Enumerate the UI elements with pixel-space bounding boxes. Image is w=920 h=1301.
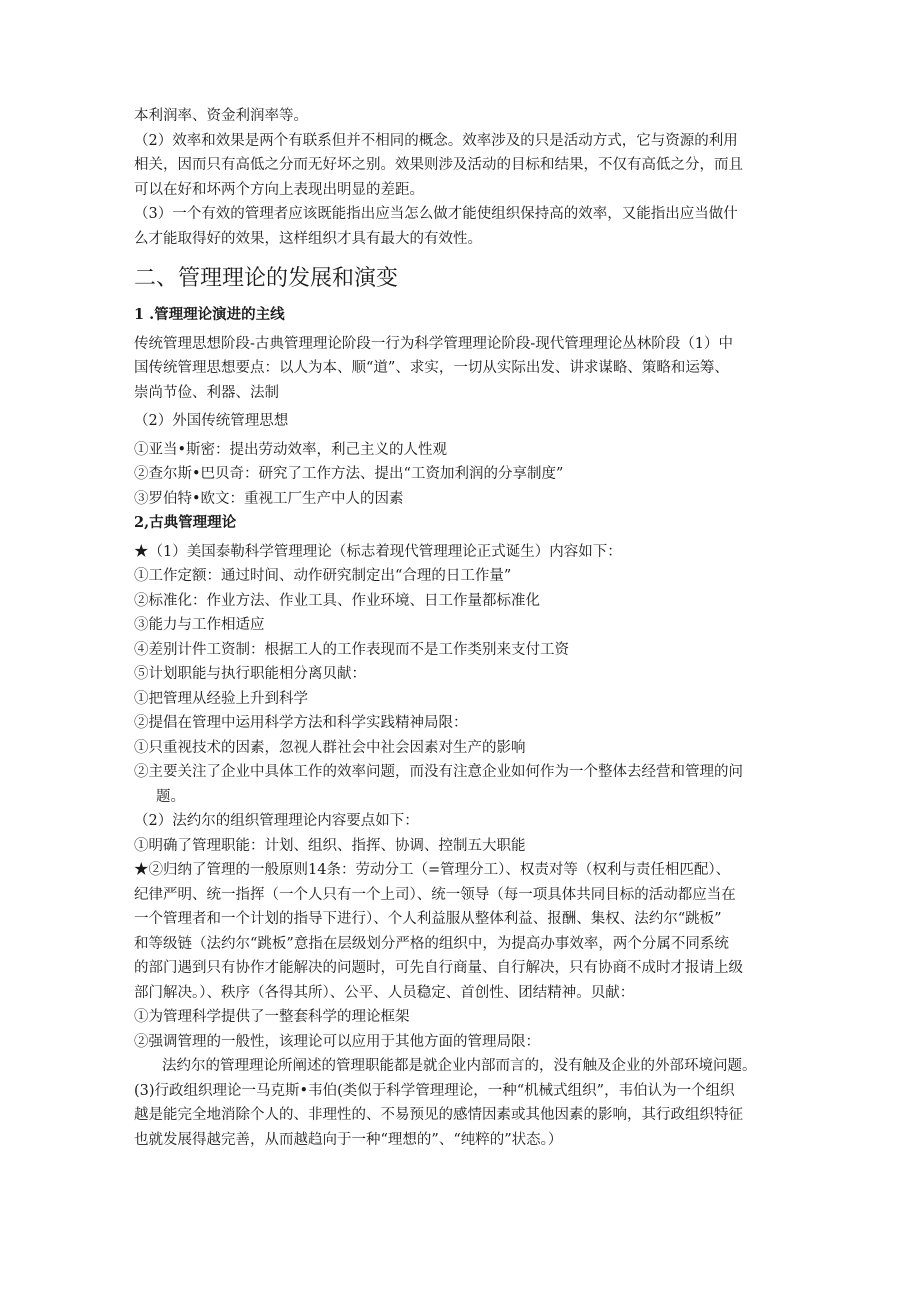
text-line: （2）效率和效果是两个有联系但并不相同的概念。效率涉及的只是活动方式，它与资源的利用 bbox=[134, 132, 738, 149]
text-line: 越是能完全地消除个人的、非理性的、不易预见的感情因素或其他因素的影响，其行政组织特征 bbox=[134, 1107, 743, 1123]
text-line: ④差别计件工资制：根据工人的工作表现而不是工作类别来支付工资 bbox=[134, 641, 569, 658]
subsection-title: 2,古典管理理论 bbox=[134, 514, 237, 531]
text-line: 的部门遇到只有协作才能解决的问题时，可先自行商量、自行解决，只有协商不成时才报请上级 bbox=[134, 960, 743, 976]
text-line: ③能力与工作相适应 bbox=[134, 617, 265, 633]
text-line: ①工作定额：通过时间、动作研究制定出“合理的日工作量” bbox=[134, 568, 512, 584]
text-line: （3）一个有效的管理者应该既能指出应当怎么做才能使组织保持高的效率，又能指出应当做什 bbox=[134, 206, 738, 222]
text-line: （2）外国传统管理思想 bbox=[134, 413, 289, 429]
text-line: 本利润率、资金利润率等。 bbox=[134, 108, 308, 124]
section-heading: 二、管理理论的发展和演变 bbox=[134, 266, 399, 291]
text-line: 相关，因而只有高低之分而无好坏之别。效果则涉及活动的目标和结果，不仅有高低之分，而且 bbox=[134, 157, 743, 173]
text-line: ⑤计划职能与执行职能相分离贝献： bbox=[134, 666, 366, 682]
text-line: ★（1）美国泰勒科学管理理论（标志着现代管理理论正式诞生）内容如下： bbox=[134, 543, 622, 560]
text-line: ①只重视技术的因素，忽视人群社会中社会因素对生产的影响 bbox=[134, 739, 526, 756]
text-line: 也就发展得越完善，从而越趋向于一种“理想的”、“纯粹的”状态。） bbox=[134, 1131, 563, 1148]
text-line: ①明确了管理职能：计划、组织、指挥、协调、控制五大职能 bbox=[134, 837, 526, 854]
text-line: 和等级链（法约尔“跳板”意指在层级划分严格的组织中，为提高办事效率，两个分属不同系统 bbox=[134, 935, 729, 952]
text-line: 题。 bbox=[156, 788, 185, 805]
text-line: ②主要关注了企业中具体工作的效率问题，而没有注意企业如何作为一个整体去经营和管理的问 bbox=[134, 764, 743, 780]
text-line: 传统管理思想阶段-古典管理理论阶段一行为科学管理理论阶段-现代管理理论丛林阶段（1）中 bbox=[134, 335, 734, 352]
text-line: ③罗伯特•欧文：重视工厂生产中人的因素 bbox=[134, 490, 404, 507]
text-line: ②提倡在管理中运用科学方法和科学实践精神局限： bbox=[134, 715, 468, 731]
text-line: ①亚当•斯密：提出劳动效率，利己主义的人性观 bbox=[134, 441, 448, 458]
text-line: 一个管理者和一个计划的指导下进行）、个人利益服从整体利益、报酬、集权、法约尔“跳板” bbox=[134, 911, 722, 927]
document-body bbox=[134, 104, 799, 1152]
text-line: 可以在好和坏两个方向上表现出明显的差距。 bbox=[134, 181, 424, 198]
text-line: ★②归纳了管理的一般原则14条：劳动分工（=管理分工）、权责对等（权利与责任相匹配）、 bbox=[134, 862, 731, 878]
text-line: (3)行政组织理论一马克斯•韦伯(类似于科学管理理论，一种“机械式组织”，韦伯认为一个组织 bbox=[134, 1082, 735, 1099]
text-line: 法约尔的管理理论所阐述的管理职能都是就企业内部而言的，没有触及企业的外部环境问题。 bbox=[162, 1058, 757, 1074]
text-line: 纪律严明、统一指挥（一个人只有一个上司）、统一领导（每一项具体共同目标的活动都应当在 bbox=[134, 886, 736, 903]
text-line: 部门解决。）、秩序（各得其所）、公平、人员稳定、首创性、团结精神。贝献： bbox=[134, 984, 635, 1001]
text-line: 么才能取得好的效果，这样组织才具有最大的有效性。 bbox=[134, 230, 482, 247]
text-line: ②标准化：作业方法、作业工具、作业环境、日工作量都标准化 bbox=[134, 592, 540, 609]
text-line: 崇尚节俭、利器、法制 bbox=[134, 384, 279, 401]
text-line: 国传统管理思想要点：以人为本、顺“道”、求实，一切从实际出发、讲求谋略、策略和运筹、 bbox=[134, 360, 729, 376]
text-line: ②强调管理的一般性，该理论可以应用于其他方面的管理局限： bbox=[134, 1033, 540, 1050]
text-line: （2）法约尔的组织管理理论内容要点如下： bbox=[134, 813, 419, 829]
subsection-title: 1 .管理理论演进的主线 bbox=[134, 306, 285, 323]
text-line: ①为管理科学提供了一整套科学的理论框架 bbox=[134, 1009, 410, 1025]
text-line: ②查尔斯•巴贝奇：研究了工作方法、提出“工资加利润的分享制度” bbox=[134, 466, 564, 482]
text-line: ①把管理从经验上升到科学 bbox=[134, 690, 308, 707]
